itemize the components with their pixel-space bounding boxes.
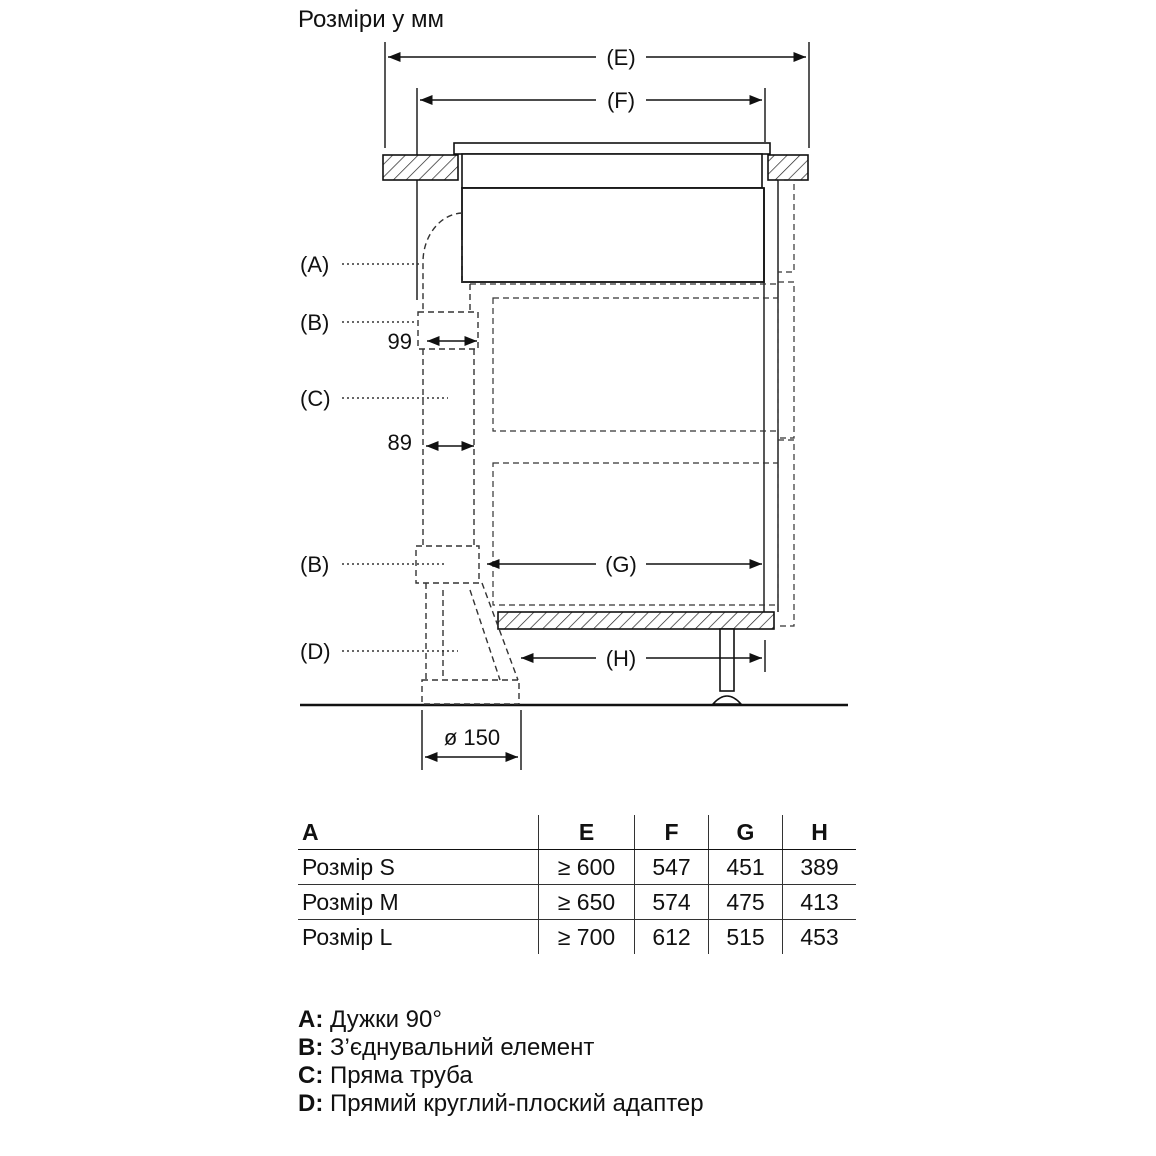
- table-cell-name: Розмір S: [298, 850, 539, 885]
- dimension-89: [388, 430, 474, 455]
- dimension-e-label: (E): [606, 45, 636, 70]
- table-header-g: G: [709, 815, 783, 850]
- legend-text: Пряма труба: [330, 1062, 473, 1089]
- legend-item: [298, 1034, 704, 1062]
- table-cell-name: Розмір M: [298, 885, 539, 920]
- table-cell-name: Розмір L: [302, 923, 393, 950]
- table-cell-f: 612: [635, 920, 709, 955]
- table-row: [298, 850, 856, 885]
- callout-b-lower-label: (B): [300, 552, 330, 577]
- legend: [298, 1006, 704, 1118]
- legend-item: [298, 1090, 704, 1118]
- cooktop: [454, 143, 770, 282]
- table-row: [298, 920, 856, 955]
- table-cell-h: 389: [783, 850, 857, 885]
- dimension-diameter-label: ø 150: [443, 725, 501, 750]
- table-row: [298, 885, 856, 920]
- legend-item: [298, 1006, 704, 1034]
- legend-item: [298, 1062, 704, 1090]
- table-header-a: A: [298, 815, 539, 850]
- table-cell-h: 413: [783, 885, 857, 920]
- callout-d: [300, 639, 458, 664]
- table-cell-g: 475: [709, 885, 783, 920]
- dimension-diameter: [422, 710, 521, 770]
- table-cell-f: 547: [635, 850, 709, 885]
- callout-b-upper-label: (B): [300, 310, 330, 335]
- table-cell-f: 574: [635, 885, 709, 920]
- dimension-99: [388, 329, 477, 354]
- legend-key: C:: [298, 1062, 324, 1089]
- table-cell-e: ≥ 650: [539, 885, 635, 920]
- dimension-g-label: (G): [605, 552, 637, 577]
- dimension-89-label: 89: [387, 430, 412, 455]
- dimension-f-label: (F): [606, 88, 636, 113]
- table-cell-g: 451: [709, 850, 783, 885]
- legend-text: Дужки 90°: [330, 1006, 442, 1033]
- table-header-h: H: [783, 815, 857, 850]
- table-header-e: E: [539, 815, 635, 850]
- page-title: Розміри у мм: [298, 6, 444, 33]
- legend-key: B:: [298, 1034, 324, 1061]
- callout-c-label: (C): [300, 386, 331, 411]
- cabinet-side: [764, 180, 794, 626]
- legend-key: A:: [298, 1006, 324, 1033]
- dimensions-table: [298, 815, 856, 954]
- dimension-e: [385, 42, 809, 148]
- callout-c: [300, 386, 448, 411]
- dimension-g: [487, 552, 762, 577]
- table-cell-g: 515: [709, 920, 783, 955]
- legend-key: D:: [298, 1090, 324, 1117]
- callout-a-label: (A): [300, 252, 330, 277]
- callout-b-lower: [300, 552, 446, 577]
- table-cell-e: ≥ 600: [539, 850, 635, 885]
- legend-text: З’єднувальний елемент: [330, 1034, 595, 1061]
- callout-d-label: (D): [300, 639, 331, 664]
- duct-system: [416, 213, 519, 704]
- table-header-row: [298, 815, 856, 850]
- legend-text: Прямий круглий-плоский адаптер: [330, 1090, 704, 1117]
- table-cell-h: 453: [783, 920, 857, 955]
- dimension-99-label: 99: [387, 329, 412, 354]
- callout-a: [300, 252, 420, 277]
- dimension-h-label: (H): [605, 646, 637, 671]
- table-header-f: F: [635, 815, 709, 850]
- table-cell-e: ≥ 700: [539, 920, 635, 955]
